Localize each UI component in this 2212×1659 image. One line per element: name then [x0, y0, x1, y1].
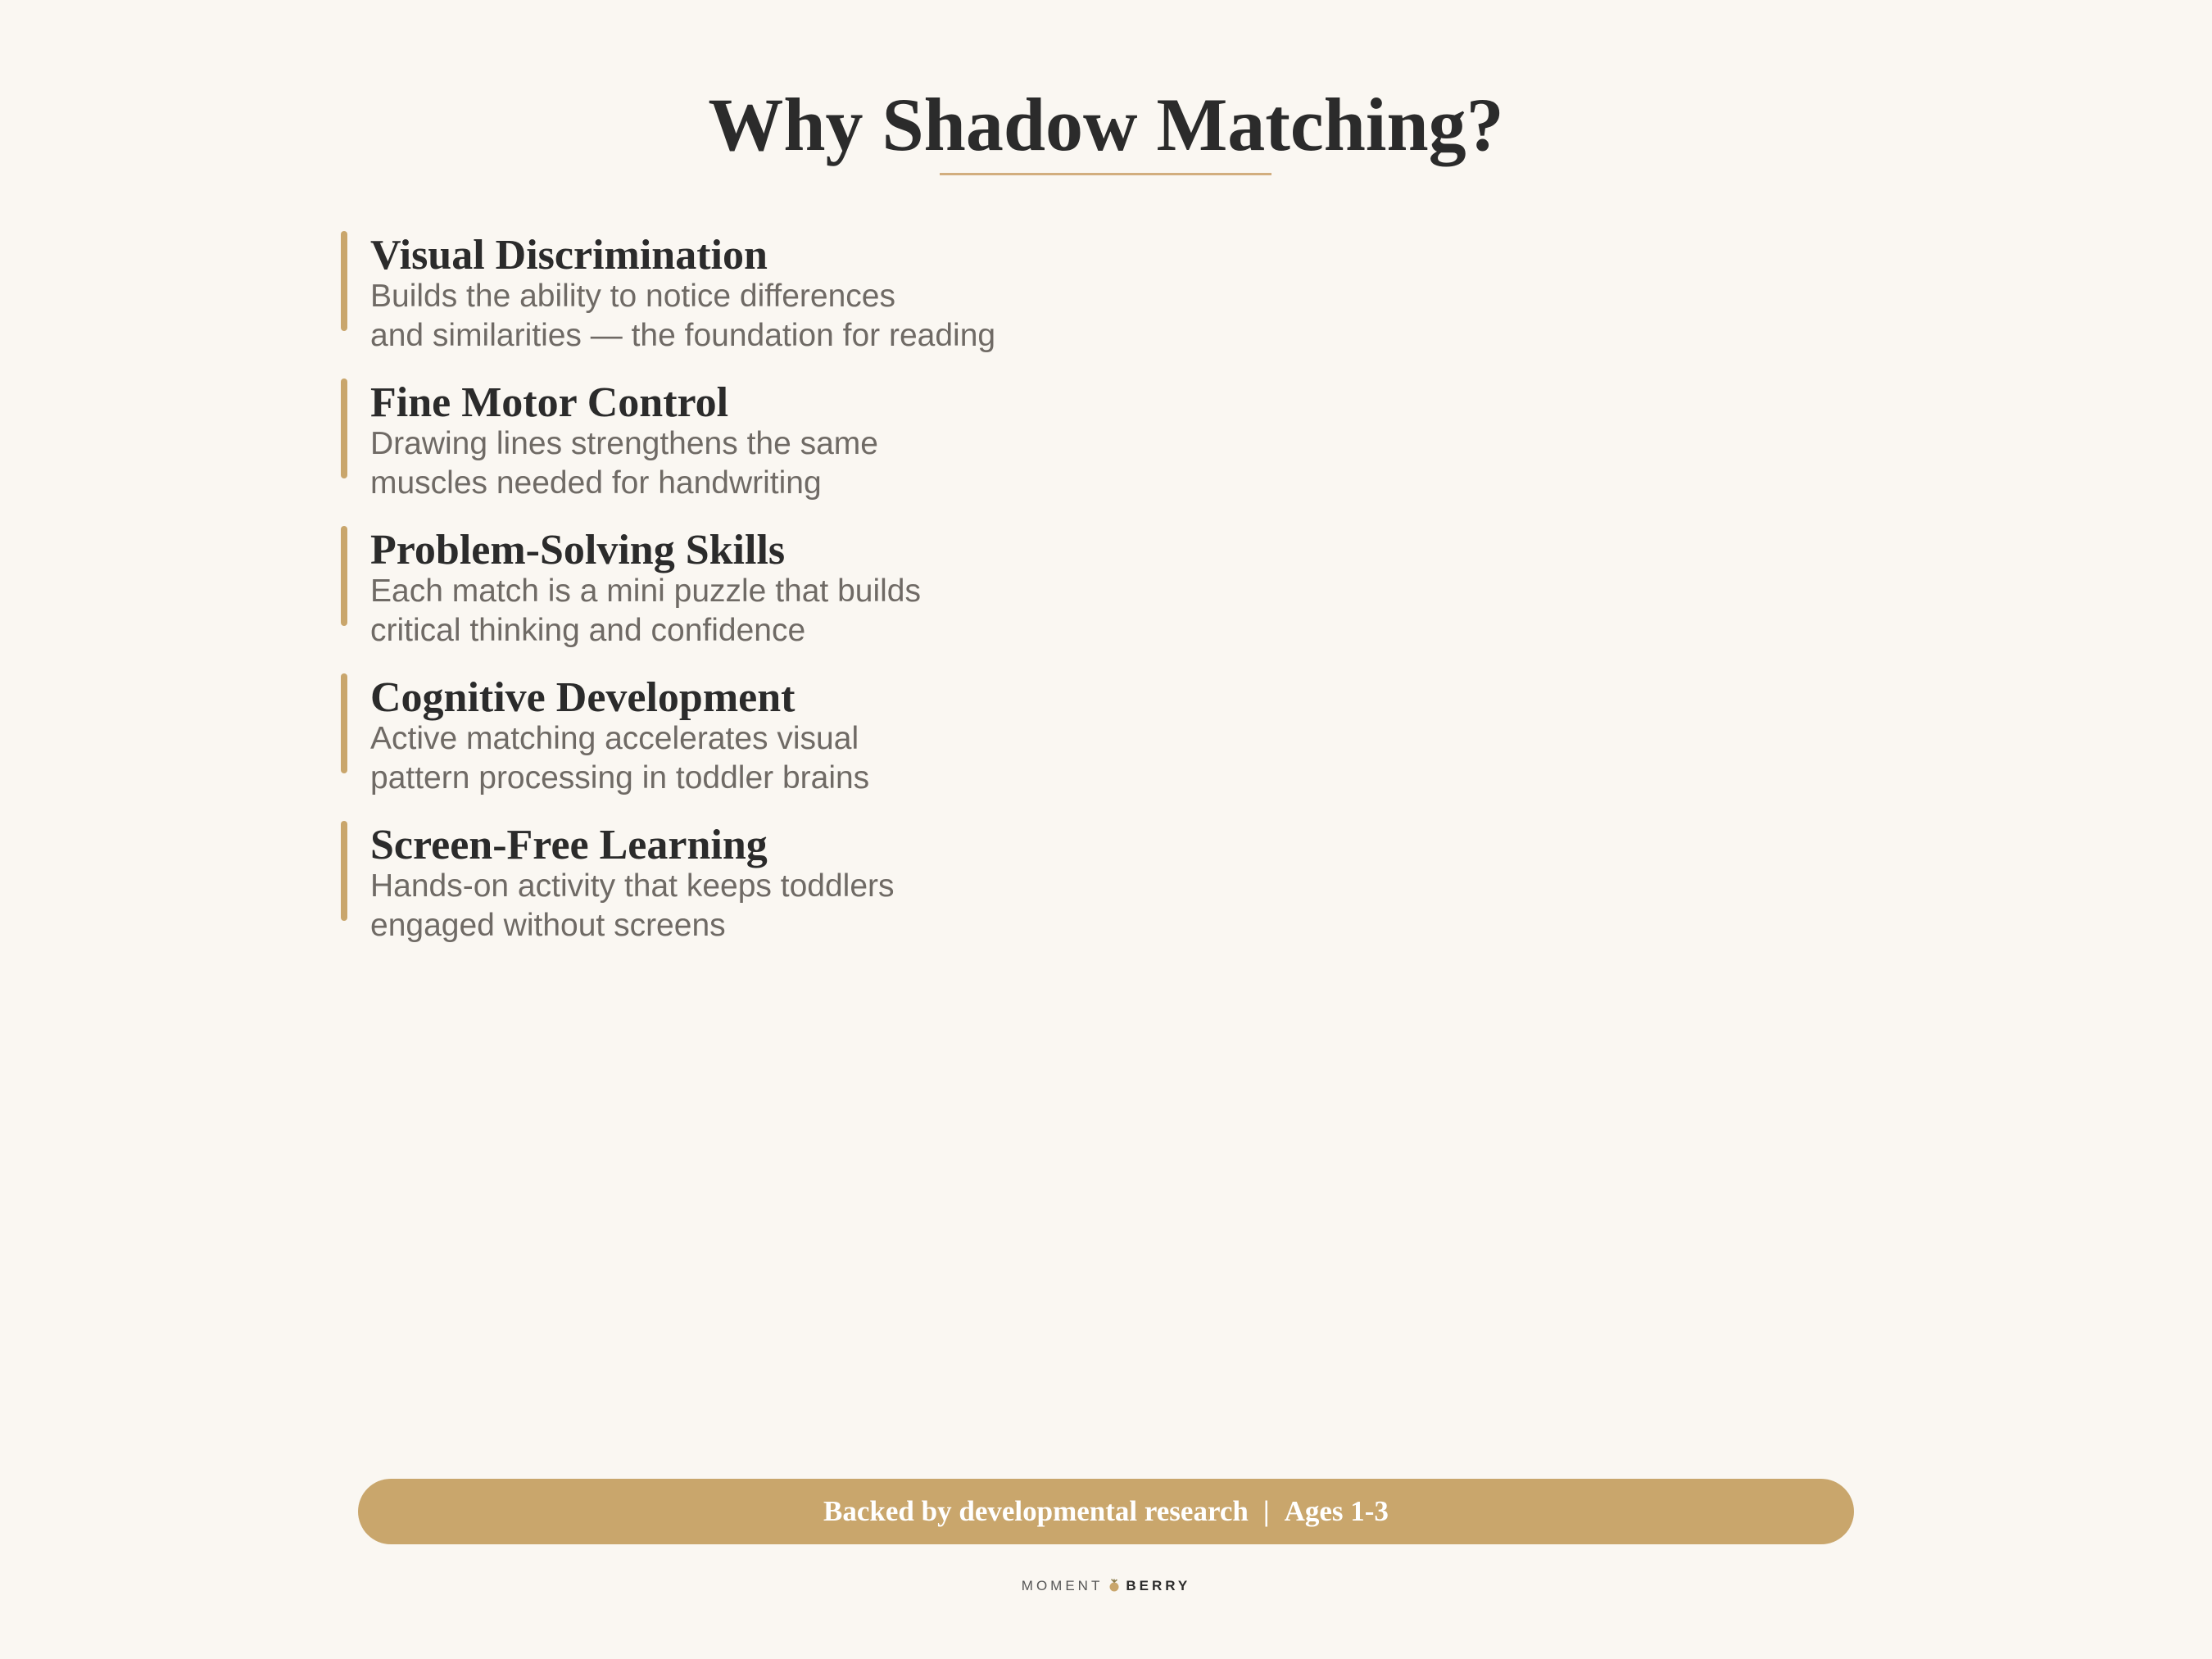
feature-description: [370, 424, 1353, 503]
accent-bar: [341, 821, 347, 921]
feature-description-line: Builds the ability to notice differences: [370, 279, 895, 314]
feature-title: Problem-Solving Skills: [370, 527, 786, 573]
accent-bar: [341, 673, 347, 773]
feature-title: Cognitive Development: [370, 674, 796, 721]
page-title: Why Shadow Matching?: [708, 83, 1504, 166]
logo-word-berry: BERRY: [1126, 1578, 1191, 1593]
feature-item: [341, 378, 1488, 526]
feature-item: [341, 526, 1488, 673]
feature-description-line: engaged without screens: [370, 908, 726, 943]
banner-ages-text: Ages 1-3: [1284, 1495, 1389, 1527]
feature-description-line: Active matching accelerates visual: [370, 721, 859, 756]
feature-description-line: Drawing lines strengthens the same: [370, 426, 878, 461]
feature-item: [341, 821, 1488, 968]
feature-description-line: Hands-on activity that keeps toddlers: [370, 868, 895, 904]
feature-description: [370, 277, 1353, 356]
brand-logo: [0, 1578, 2212, 1594]
title-underline: [940, 173, 1271, 175]
feature-description: [370, 867, 1353, 945]
feature-item: [341, 231, 1488, 378]
feature-description-line: critical thinking and confidence: [370, 613, 806, 648]
accent-bar: [341, 526, 347, 626]
accent-bar: [341, 378, 347, 478]
feature-description: [370, 572, 1353, 650]
research-banner: [358, 1479, 1854, 1544]
feature-item: [341, 673, 1488, 821]
accent-bar: [341, 231, 347, 331]
feature-description-line: and similarities — the foundation for reading: [370, 318, 996, 353]
feature-title: Visual Discrimination: [370, 232, 768, 279]
berry-icon: [1108, 1579, 1121, 1592]
feature-title: Screen-Free Learning: [370, 822, 768, 868]
logo-word-moment: MOMENT: [1021, 1578, 1104, 1593]
feature-description-line: muscles needed for handwriting: [370, 465, 822, 501]
feature-description: [370, 719, 1353, 798]
banner-separator: |: [1262, 1495, 1270, 1527]
feature-list: [341, 231, 1488, 968]
banner-research-text: Backed by developmental research: [823, 1495, 1249, 1527]
feature-description-line: Each match is a mini puzzle that builds: [370, 573, 921, 609]
feature-description-line: pattern processing in toddler brains: [370, 760, 870, 796]
feature-title: Fine Motor Control: [370, 379, 729, 426]
